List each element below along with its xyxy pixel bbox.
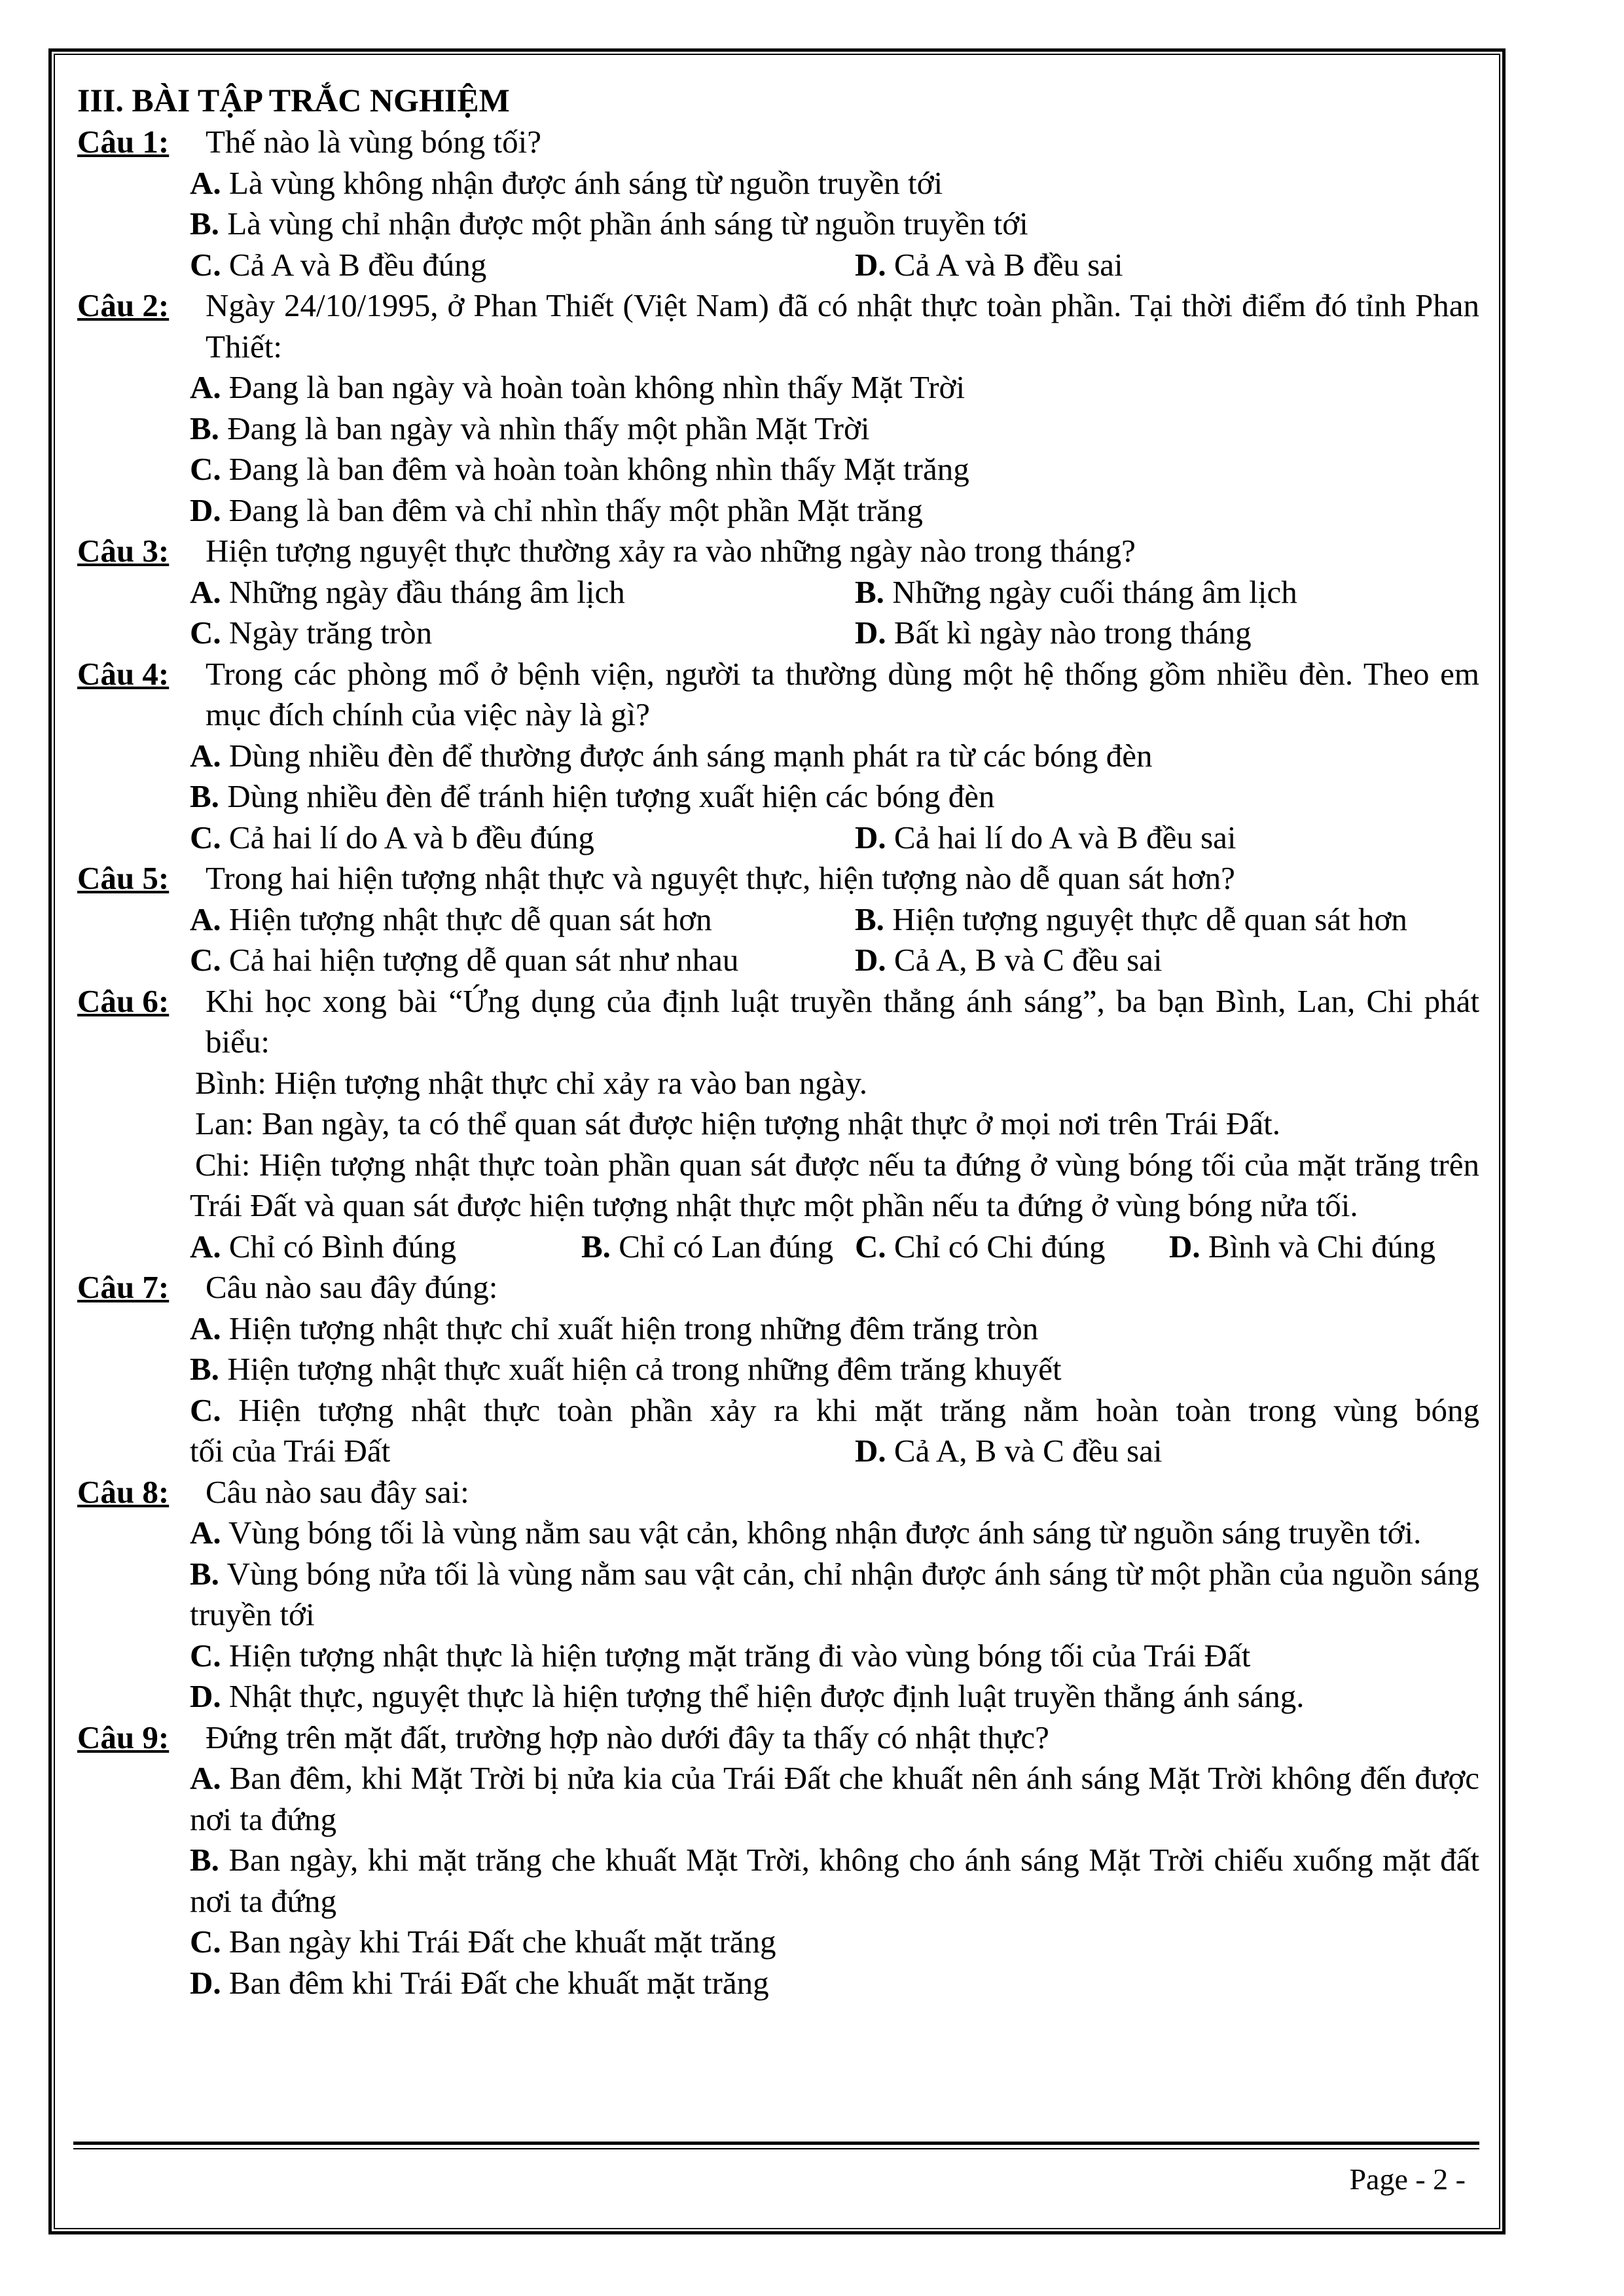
question-text: Ngày 24/10/1995, ở Phan Thiết (Việt Nam) đã có nhật thực toàn phần. Tại thời điểm đó tỉnh Phan Thiết: — [206, 287, 1479, 365]
option-6c: C. Chỉ có Chi đúng — [855, 1228, 1106, 1265]
page-number: Page - 2 - — [1349, 2162, 1466, 2196]
statement-binh: Bình: Hiện tượng nhật thực chỉ xảy ra vào ban ngày. — [195, 1064, 868, 1101]
option-7a: A. Hiện tượng nhật thực chỉ xuất hiện trong những đêm trăng tròn — [190, 1310, 1039, 1346]
option-4a: A. Dùng nhiều đèn để thường được ánh sáng mạnh phát ra từ các bóng đèn — [190, 737, 1153, 774]
option-4b: B. Dùng nhiều đèn để tránh hiện tượng xuất hiện các bóng đèn — [190, 778, 995, 814]
question-text: Trong các phòng mổ ở bệnh viện, người ta thường dùng một hệ thống gồm nhiều đèn. Theo em mục đích chính của việc này là gì? — [206, 655, 1479, 732]
option-8d: D. Nhật thực, nguyệt thực là hiện tượng thể hiện được định luật truyền thẳng ánh sáng. — [190, 1678, 1305, 1714]
option-4d: D. Cả hai lí do A và B đều sai — [855, 819, 1236, 855]
question-text: Thế nào là vùng bóng tối? — [206, 124, 542, 160]
option-1a: A. Là vùng không nhận được ánh sáng từ nguồn truyền tới — [190, 164, 943, 201]
options-5cd — [77, 940, 1479, 981]
option-2d: D. Đang là ban đêm và chỉ nhìn thấy một phần Mặt trăng — [190, 492, 923, 528]
option-9a: A. Ban đêm, khi Mặt Trời bị nửa kia của Trái Đất che khuất nên ánh sáng Mặt Trời không đến được nơi ta đứng — [190, 1760, 1479, 1837]
question-8 — [77, 1472, 1479, 1513]
question-label: Câu 9: — [77, 1719, 170, 1755]
option-1b: B. Là vùng chỉ nhận được một phần ánh sáng từ nguồn truyền tới — [190, 206, 1028, 242]
option-3c: C. Ngày trăng tròn — [190, 615, 433, 651]
option-2b: B. Đang là ban ngày và nhìn thấy một phần Mặt Trời — [190, 410, 870, 446]
question-7 — [77, 1267, 1479, 1308]
question-text: Hiện tượng nguyệt thực thường xảy ra vào những ngày nào trong tháng? — [206, 533, 1136, 569]
option-3d: D. Bất kì ngày nào trong tháng — [855, 615, 1252, 651]
question-text: Khi học xong bài “Ứng dụng của định luật truyền thẳng ánh sáng”, ba bạn Bình, Lan, Chi phát biểu: — [206, 982, 1479, 1060]
statement-lan: Lan: Ban ngày, ta có thể quan sát được hiện tượng nhật thực ở mọi nơi trên Trái Đất. — [195, 1105, 1280, 1141]
option-2c: C. Đang là ban đêm và hoàn toàn không nhìn thấy Mặt trăng — [190, 451, 969, 487]
question-4 — [77, 654, 1479, 736]
question-label: Câu 7: — [77, 1269, 170, 1305]
option-7d: D. Cả A, B và C đều sai — [855, 1433, 1163, 1469]
option-8a: A. Vùng bóng tối là vùng nằm sau vật cản, không nhận được ánh sáng từ nguồn sáng truyền tới. — [190, 1515, 1422, 1551]
question-label: Câu 8: — [77, 1473, 170, 1510]
options-7c-tail-7d — [77, 1431, 1479, 1472]
option-6b: B. Chỉ có Lan đúng — [581, 1228, 834, 1265]
option-7c: C. Hiện tượng nhật thực toàn phần xảy ra khi mặt trăng nằm hoàn toàn trong vùng bóng — [190, 1391, 1480, 1428]
option-5a: A. Hiện tượng nhật thực dễ quan sát hơn — [190, 901, 712, 937]
question-text: Câu nào sau đây đúng: — [206, 1269, 498, 1305]
option-8b: B. Vùng bóng nửa tối là vùng nằm sau vật cản, chỉ nhận được ánh sáng từ một phần của nguồn sáng truyền tới — [190, 1555, 1479, 1632]
question-2 — [77, 285, 1479, 367]
option-1c: C. Cả A và B đều đúng — [190, 246, 487, 283]
option-3a: A. Những ngày đầu tháng âm lịch — [190, 573, 625, 610]
document-content — [77, 79, 1479, 2003]
option-3b: B. Những ngày cuối tháng âm lịch — [855, 573, 1297, 610]
options-3ab — [77, 572, 1479, 613]
footer-rule-thick — [73, 2142, 1479, 2145]
option-5c: C. Cả hai hiện tượng dễ quan sát như nhau — [190, 942, 739, 978]
option-6d: D. Bình và Chi đúng — [1169, 1228, 1435, 1265]
option-9c: C. Ban ngày khi Trái Đất che khuất mặt trăng — [190, 1924, 776, 1960]
option-1d: D. Cả A và B đều sai — [855, 246, 1123, 283]
option-9b: B. Ban ngày, khi mặt trăng che khuất Mặt Trời, không cho ánh sáng Mặt Trời chiếu xuống mặt đất nơi ta đứng — [190, 1842, 1479, 1919]
question-3 — [77, 531, 1479, 572]
section-title: III. BÀI TẬP TRẮC NGHIỆM — [77, 82, 510, 118]
options-4cd — [77, 817, 1479, 859]
option-2a: A. Đang là ban ngày và hoàn toàn không nhìn thấy Mặt Trời — [190, 369, 965, 405]
statement-chi: Chi: Hiện tượng nhật thực toàn phần quan sát được nếu ta đứng ở vùng bóng tối của mặt trăng trên Trái Đất và quan sát được hiện tượng nhật thực một phần nếu ta đứng ở vùng bóng nửa tối. — [190, 1146, 1479, 1223]
question-5 — [77, 858, 1479, 899]
option-5b: B. Hiện tượng nguyệt thực dễ quan sát hơn — [855, 901, 1407, 937]
question-1 — [77, 122, 1479, 163]
options-3cd — [77, 613, 1479, 654]
question-text: Trong hai hiện tượng nhật thực và nguyệt thực, hiện tượng nào dễ quan sát hơn? — [206, 860, 1235, 896]
question-text: Đứng trên mặt đất, trường hợp nào dưới đây ta thấy có nhật thực? — [206, 1719, 1049, 1755]
question-9 — [77, 1717, 1479, 1759]
option-7b: B. Hiện tượng nhật thực xuất hiện cả trong những đêm trăng khuyết — [190, 1351, 1062, 1387]
question-text: Câu nào sau đây sai: — [206, 1473, 469, 1510]
option-4c: C. Cả hai lí do A và b đều đúng — [190, 819, 594, 855]
options-1cd — [77, 245, 1479, 286]
question-label: Câu 1: — [77, 124, 170, 160]
option-7c-tail: tối của Trái Đất — [190, 1433, 391, 1469]
option-6a: A. Chỉ có Bình đúng — [190, 1228, 456, 1265]
footer-rule-thin — [73, 2148, 1479, 2149]
options-6 — [77, 1227, 1479, 1268]
options-5ab — [77, 899, 1479, 941]
question-label: Câu 2: — [77, 287, 170, 323]
question-6 — [77, 981, 1479, 1063]
question-label: Câu 5: — [77, 860, 170, 896]
option-8c: C. Hiện tượng nhật thực là hiện tượng mặt trăng đi vào vùng bóng tối của Trái Đất — [190, 1637, 1251, 1674]
option-5d: D. Cả A, B và C đều sai — [855, 942, 1163, 978]
option-9d: D. Ban đêm khi Trái Đất che khuất mặt trăng — [190, 1964, 769, 2001]
question-label: Câu 6: — [77, 982, 170, 1019]
question-label: Câu 3: — [77, 533, 170, 569]
question-label: Câu 4: — [77, 655, 170, 692]
